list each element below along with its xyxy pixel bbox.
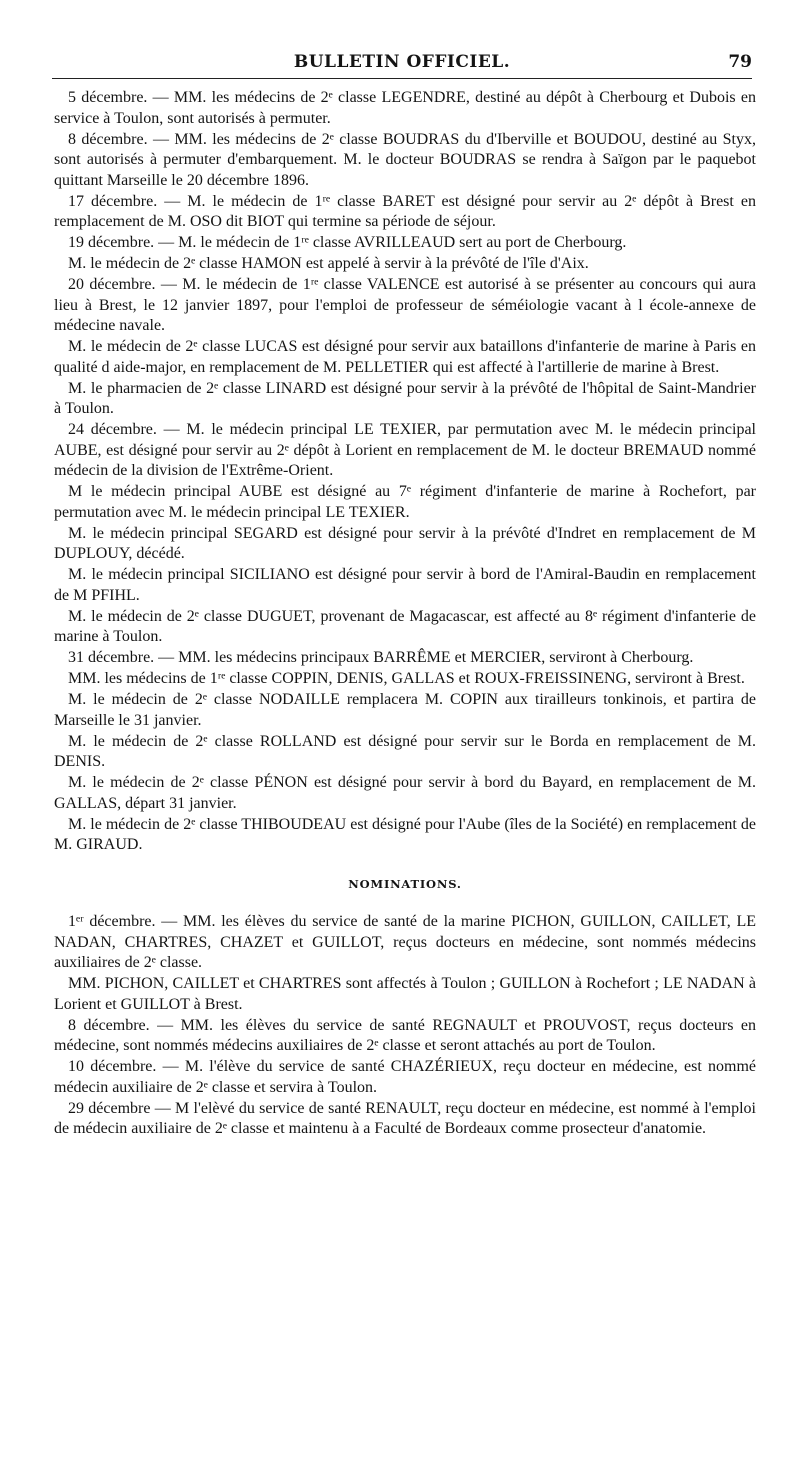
paragraph: M. le pharmacien de 2ᵉ classe LINARD est désigné pour servir à la prévôté de l'hôpital de Saint-Mandrier à Toulon. — [54, 379, 756, 417]
section-heading-nominations: NOMINATIONS. — [348, 876, 462, 891]
paragraph: M. le médecin de 2ᵉ classe LUCAS est désigné pour servir aux bataillons d'infanterie de marine à Paris en qualité d aide-major, en remplacement de M. PELLETIER qui est affecté à l'artillerie de marine à Brest. — [54, 338, 756, 376]
page-header — [52, 52, 752, 79]
nomination-paragraph: 29 décembre — M l'elèvé du service de santé RENAULT, reçu docteur en médecine, est nommé à l'emploi de médecin auxiliaire de 2ᵉ classe et maintenu à a Faculté de Bordeaux comme prosecteur d'anatomie. — [54, 1099, 756, 1137]
nomination-paragraph: 8 décembre. — MM. les élèves du service de santé REGNAULT et PROUVOST, reçus docteurs en médecine, sont nommés médecins auxiliaires de 2ᵉ classe et seront attachés au port de Toulon. — [54, 1016, 756, 1054]
document-body — [54, 88, 756, 1140]
paragraph: M. le médecin principal SICILIANO est désigné pour servir à bord de l'Amiral-Baudin en remplacement de M PFIHL. — [54, 566, 756, 604]
paragraph: 24 décembre. — M. le médecin principal LE TEXIER, par permutation avec M. le médecin principal AUBE, est désigné pour servir au 2ᵉ dépôt à Lorient en remplacement de M. le docteur BREMAUD nommé médecin de la division de l'Extrême-Orient. — [54, 421, 756, 479]
paragraph: MM. les médecins de 1ʳᵉ classe COPPIN, DENIS, GALLAS et ROUX-FREISSINENG, serviront à Brest. — [68, 670, 745, 687]
paragraph: 5 décembre. — MM. les médecins de 2ᵉ classe LEGENDRE, destiné au dépôt à Cherbourg et Dubois en service à Toulon, sont autorisés à permuter. — [54, 89, 756, 127]
paragraph: 31 décembre. — MM. les médecins principaux BARRÊME et MERCIER, serviront à Cherbourg. — [68, 649, 694, 666]
paragraph: M. le médecin de 2ᵉ classe NODAILLE remplacera M. COPIN aux tirailleurs tonkinois, et partira de Marseille le 31 janvier. — [54, 691, 756, 729]
page-number: 79 — [728, 52, 752, 72]
nomination-paragraph: 10 décembre. — M. l'élève du service de santé CHAZÉRIEUX, reçu docteur en médecine, est nommé médecin auxiliaire de 2ᵉ classe et servira à Toulon. — [54, 1058, 756, 1096]
nomination-paragraph: MM. PICHON, CAILLET et CHARTRES sont affectés à Toulon ; GUILLON à Rochefort ; LE NADAN à Lorient et GUILLOT à Brest. — [54, 975, 756, 1013]
paragraph: M. le médecin de 2ᵉ classe DUGUET, provenant de Magacascar, est affecté au 8ᵉ régiment d'infanterie de marine à Toulon. — [54, 607, 756, 645]
nomination-paragraph: 1ᵉʳ décembre. — MM. les élèves du service de santé de la marine PICHON, GUILLON, CAILLET, LE NADAN, CHARTRES, CHAZET et GUILLOT, reçus docteurs en médecine, sont nommés médecins auxiliaires de 2ᵉ classe. — [54, 913, 756, 971]
paragraph: M. le médecin de 2ᵉ classe HAMON est appelé à servir à la prévôté de l'île d'Aix. — [68, 255, 589, 272]
paragraph: M. le médecin de 2ᵉ classe PÉNON est désigné pour servir à bord du Bayard, en remplacement de M. GALLAS, départ 31 janvier. — [54, 774, 756, 812]
paragraph: M. le médecin principal SEGARD est désigné pour servir à la prévôté d'Indret en remplacement de M DUPLOUY, décédé. — [54, 524, 756, 562]
paragraph: 17 décembre. — M. le médecin de 1ʳᵉ classe BARET est désigné pour servir au 2ᵉ dépôt à Brest en remplacement de M. OSO dit BIOT qui termine sa période de séjour. — [54, 192, 756, 230]
running-title: BULLETIN OFFICIEL. — [293, 52, 511, 72]
paragraph: 19 décembre. — M. le médecin de 1ʳᵉ classe AVRILLEAUD sert au port de Cherbourg. — [68, 234, 627, 251]
paragraph: 20 décembre. — M. le médecin de 1ʳᵉ classe VALENCE est autorisé à se présenter au concours qui aura lieu à Brest, le 12 janvier 1897, pour l'emploi de professeur de séméiologie vacant à l école-annexe de médecine navale. — [54, 276, 756, 334]
paragraph: M le médecin principal AUBE est désigné au 7ᵉ régiment d'infanterie de marine à Rochefort, par permutation avec M. le médecin principal LE TEXIER. — [54, 483, 756, 521]
paragraph: M. le médecin de 2ᵉ classe THIBOUDEAU est désigné pour l'Aube (îles de la Société) en remplacement de M. GIRAUD. — [54, 815, 756, 853]
paragraph: M. le médecin de 2ᵉ classe ROLLAND est désigné pour servir sur le Borda en remplacement de M. DENIS. — [54, 732, 756, 770]
paragraph: 8 décembre. — MM. les médecins de 2ᵉ classe BOUDRAS du d'Iberville et BOUDOU, destiné au Styx, sont autorisés à permuter d'embarquement. M. le docteur BOUDRAS se rendra à Saïgon par le paquebot quittant Marseille le 20 décembre 1896. — [54, 130, 756, 189]
